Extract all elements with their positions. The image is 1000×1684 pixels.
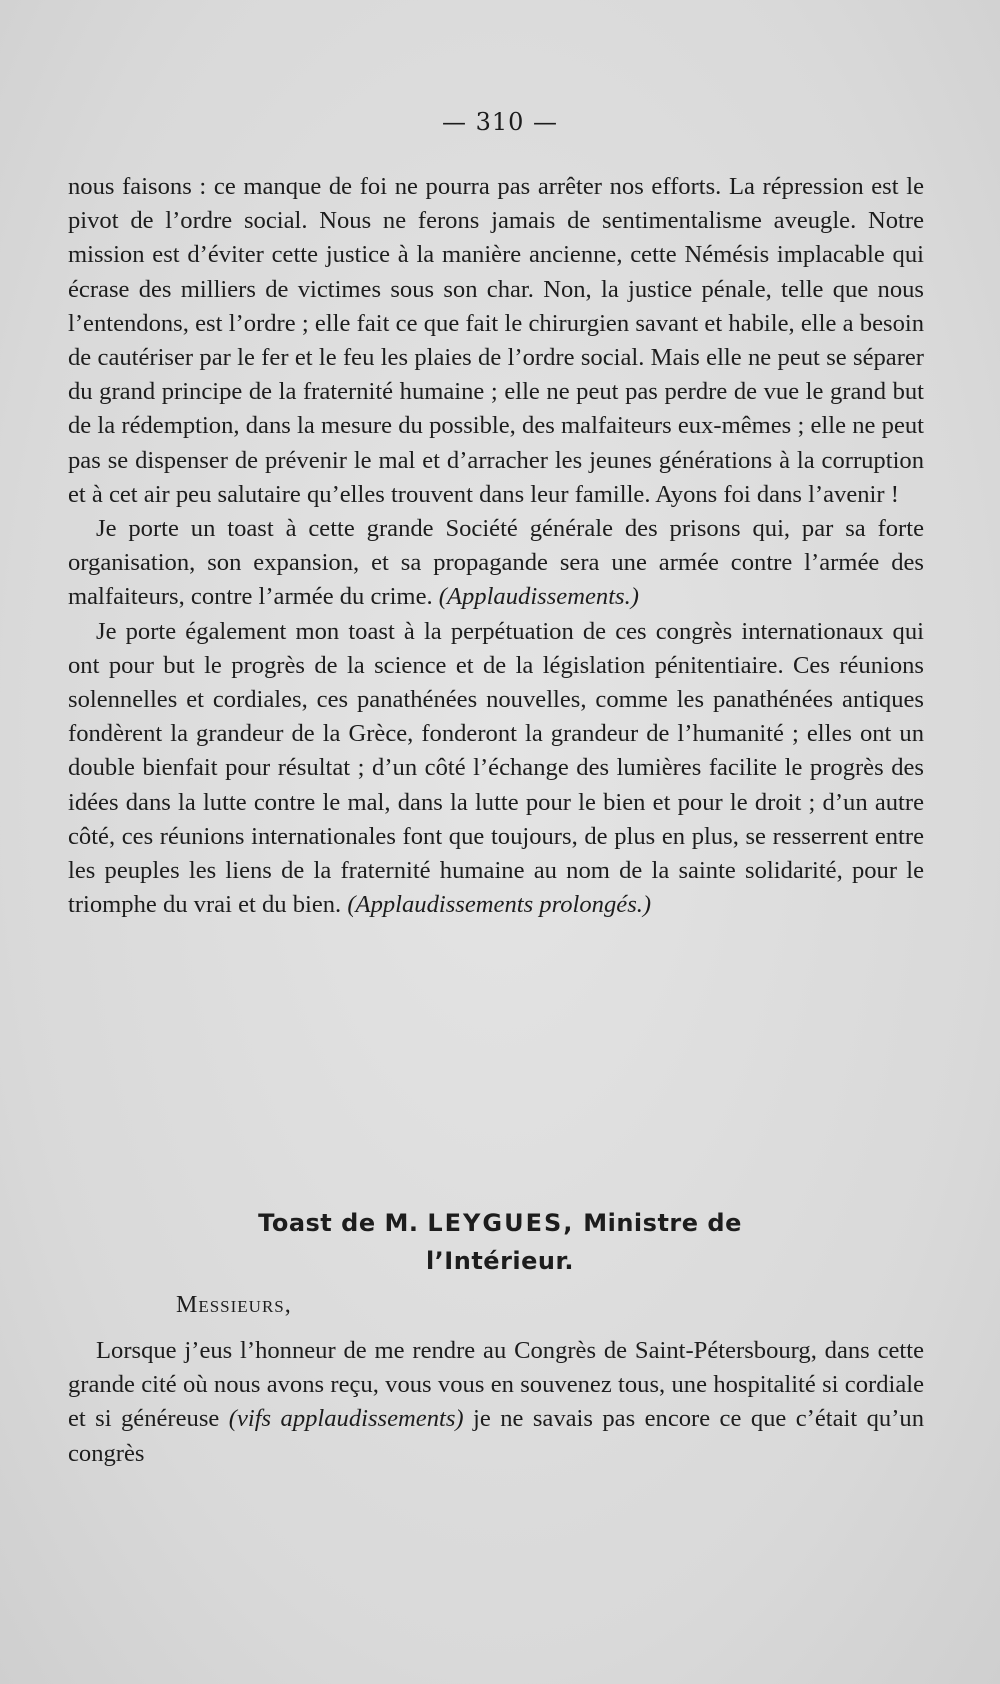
applause-note-1: (Applaudissements.) [438,583,639,611]
paragraph-4-text-a: Lorsque j’eus l’honneur de me rendre au Congrès de Saint-Pétersbourg, dans cette grande cité où nous avons reçu, vous vous en souvenez tous, une hospitalité si cordiale et si généreuse [68,1337,924,1433]
applause-note-3: (vifs applaudissements) [228,1405,464,1433]
main-text [68,170,924,922]
paragraph-2 [68,512,924,615]
heading-line-2: l’Intérieur. [425,1247,575,1275]
section-heading [130,1204,870,1280]
paragraph-3-text: Je porte également mon toast à la perpétuation de ces congrès internationaux qui ont pour but le progrès de la science et de la législation pénitentiaire. Ces réunions solennelles et cordiales, ces panathénées nouvelles, comme les panathénées antiques fondèrent la grandeur de la Grèce, fonderont la grandeur de l’humanité ; elles ont un double bienfait pour résultat ; d’un côté l’échange des lumières facilite le progrès des idées dans la lutte contre le mal, dans la lutte pour le bien et pour le droit ; d’un autre côté, ces réunions internationales font que toujours, de plus en plus, se resserrent entre les peuples les liens de la fraternité humaine au nom de la sainte solidarité, pour le triomphe du vrai et du bien. [68,617,924,919]
paragraph-1: nous faisons : ce manque de foi ne pourra pas arrêter nos efforts. La répression est le pivot de l’ordre social. Nous ne ferons jamais de sentimentalisme aveugle. Notre mission est d’éviter cette justice à la manière ancienne, cette Némésis implacable qui écrase des milliers de victimes sous son char. Non, la justice pénale, telle que nous l’entendons, est l’ordre ; elle fait ce que fait le chirurgien savant et habile, elle a besoin de cautériser par le fer et le feu les plaies de l’ordre social. Mais elle ne peut se séparer du grand principe de la fraternité humaine ; elle ne peut pas perdre de vue le grand but de la rédemption, dans la mesure du possible, des malfaiteurs eux-mêmes ; elle ne peut pas se dispenser de prévenir le mal et d’arracher les jeunes générations à la corruption et à cet air peu salutaire qu’elles trouvent dans leur famille. Ayons foi dans l’avenir ! [68,173,924,508]
heading-prefix: Toast de M. [258,1209,419,1237]
paragraph-2-text: Je porte un toast à cette grande Société générale des prisons qui, par sa forte organisation, son expansion, et sa propagande sera une armée contre l’armée des malfaiteurs, contre l’armée du crime. [68,515,924,611]
applause-note-2: (Applaudissements prolongés.) [347,891,652,919]
heading-title: Ministre de [583,1209,742,1237]
page-number: — 310 — [441,108,559,136]
salutation: Messieurs, [176,1292,292,1318]
paragraph-4 [68,1334,924,1471]
paragraph-4-text-b: je ne savais pas encore ce que c’était qu’un congrès [68,1405,924,1467]
speech-text [68,1334,924,1471]
heading-name: LEYGUES, [427,1209,575,1237]
heading-line-1 [130,1204,870,1242]
paragraph-3 [68,615,924,923]
